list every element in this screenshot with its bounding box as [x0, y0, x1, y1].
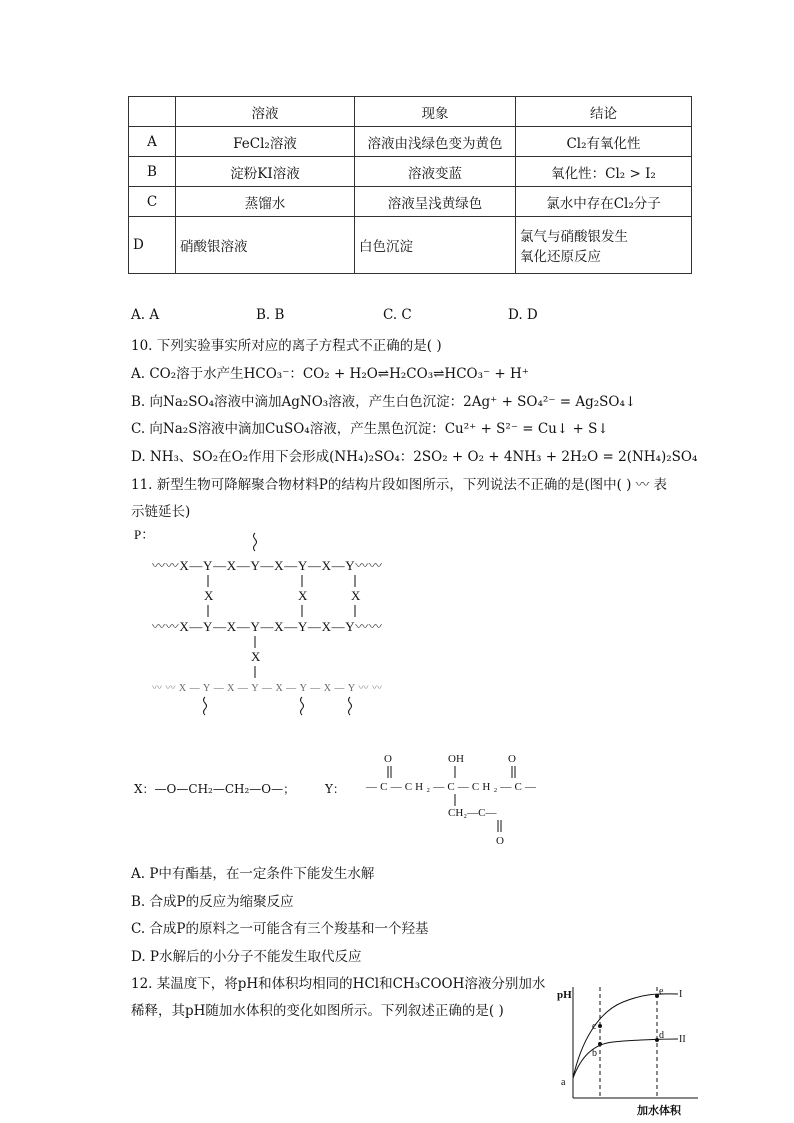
q11-option-a[interactable]: A. P中有酯基，在一定条件下能发生水解 [131, 866, 375, 882]
q9-option-a[interactable]: A. A [131, 307, 160, 323]
y-structure [360, 748, 545, 853]
bridge-x: X [351, 588, 361, 603]
conclusion-line: 氧化还原反应 [520, 249, 601, 265]
label-curve-ii: II [679, 1034, 686, 1045]
row-label: A [129, 127, 176, 157]
cell-conclusion: 氧化性：Cl₂ > I₂ [516, 157, 692, 187]
table-row [129, 187, 692, 217]
label-d: d [659, 1030, 664, 1041]
y-o-top-right: O [508, 753, 516, 765]
q11-stem: 示链延长) [131, 504, 191, 520]
y-side-chain: CH₂—C— [448, 807, 497, 819]
label-c: c [592, 1021, 597, 1032]
cell-solution: FeCl₂溶液 [176, 127, 355, 157]
y-main-chain: —C—CH₂—C—CH₂—C— [366, 781, 536, 793]
q10-stem: 10. 下列实验事实所对应的离子方程式不正确的是( ) [131, 338, 442, 354]
q9-option-b[interactable]: B. B [256, 307, 285, 323]
table-header-cell [129, 97, 176, 127]
bridge-x: X [251, 649, 261, 664]
cell-conclusion: Cl₂有氧化性 [516, 127, 692, 157]
q11-option-d[interactable]: D. P水解后的小分子不能发生取代反应 [131, 949, 362, 965]
q12-stem: 稀释，其pH随加水体积的变化如图所示。下列叙述正确的是( ) [131, 1003, 504, 1019]
y-o-top-left: O [384, 753, 392, 765]
y-label: Y： [325, 782, 345, 796]
q11-stem: 11. 新型生物可降解聚合物材料P的结构片段如图所示，下列说法不正确的是(图中( ) 〰 表 [131, 477, 668, 493]
y-o-bottom: O [496, 835, 504, 847]
ph-dilution-graph [553, 982, 703, 1120]
polymer-structure-diagram [130, 525, 410, 725]
experiment-table [128, 96, 692, 274]
label-a: a [561, 1077, 566, 1088]
label-curve-i: I [679, 989, 683, 1000]
cell-phenomenon: 溶液由浅绿色变为黄色 [355, 127, 516, 157]
table-header-cell: 现象 [355, 97, 516, 127]
q10-option-a[interactable]: A. CO₂溶于水产生HCO₃⁻：CO₂ + H₂O⇌H₂CO₃⇌HCO₃⁻ + H⁺ [131, 366, 529, 382]
label-b: b [592, 1048, 597, 1059]
graph-ylabel: pH [557, 989, 572, 1001]
q9-option-d[interactable]: D. D [508, 307, 538, 323]
cell-solution: 淀粉KI溶液 [176, 157, 355, 187]
q12-stem: 12. 某温度下，将pH和体积均相同的HCl和CH₃COOH溶液分别加水 [131, 976, 546, 992]
x-definition: X：—O—CH₂—CH₂—O—； [134, 782, 296, 796]
row-label: B [129, 157, 176, 187]
p-label: P： [134, 527, 155, 542]
cell-phenomenon: 溶液呈浅黄绿色 [355, 187, 516, 217]
table-row [129, 157, 692, 187]
point-c [598, 1024, 602, 1028]
table-header-cell: 溶液 [176, 97, 355, 127]
polymer-chain-3: 〰〰X—Y—X—Y—X—Y—X—Y〰〰 [152, 683, 382, 694]
conclusion-line: 氯气与硝酸银发生 [520, 229, 628, 245]
q11-option-c[interactable]: C. 合成P的原料之一可能含有三个羧基和一个羟基 [131, 921, 429, 937]
row-label: C [129, 187, 176, 217]
label-e: e [659, 986, 664, 997]
cell-solution: 硝酸银溶液 [176, 217, 355, 274]
polymer-chain-1: 〰〰X—Y—X—Y—X—Y—X—Y〰〰 [152, 558, 382, 573]
cell-phenomenon: 白色沉淀 [355, 217, 516, 274]
q11-option-b[interactable]: B. 合成P的反应为缩聚反应 [131, 894, 294, 910]
table-row [129, 127, 692, 157]
q10-option-b[interactable]: B. 向Na₂SO₄溶液中滴加AgNO₃溶液，产生白色沉淀：2Ag⁺ + SO₄²⁻ = Ag₂SO₄↓ [131, 394, 637, 410]
cell-conclusion [516, 217, 692, 274]
point-b [598, 1042, 602, 1046]
table-header-cell: 结论 [516, 97, 692, 127]
q9-option-c[interactable]: C. C [383, 307, 412, 323]
cell-solution: 蒸馏水 [176, 187, 355, 217]
bridge-x: X [298, 588, 308, 603]
q10-option-d[interactable]: D. NH₃、SO₂在O₂作用下会形成(NH₄)₂SO₄：2SO₂ + O₂ + 4NH₃ + 2H₂O = 2(NH₄)₂SO₄ [131, 449, 698, 465]
q10-option-c[interactable]: C. 向Na₂S溶液中滴加CuSO₄溶液，产生黑色沉淀：Cu²⁺ + S²⁻ = Cu↓ + S↓ [131, 421, 609, 437]
table-header-row [129, 97, 692, 127]
polymer-chain-2: 〰〰X—Y—X—Y—X—Y—X—Y〰〰 [152, 619, 382, 634]
graph-xlabel: 加水体积 [637, 1105, 681, 1117]
row-label: D [129, 217, 176, 274]
bridge-x: X [204, 588, 214, 603]
cell-conclusion: 氯水中存在Cl₂分子 [516, 187, 692, 217]
table-row [129, 217, 692, 274]
curve-ii [573, 1039, 678, 1078]
y-oh: OH [448, 753, 464, 765]
cell-phenomenon: 溶液变蓝 [355, 157, 516, 187]
